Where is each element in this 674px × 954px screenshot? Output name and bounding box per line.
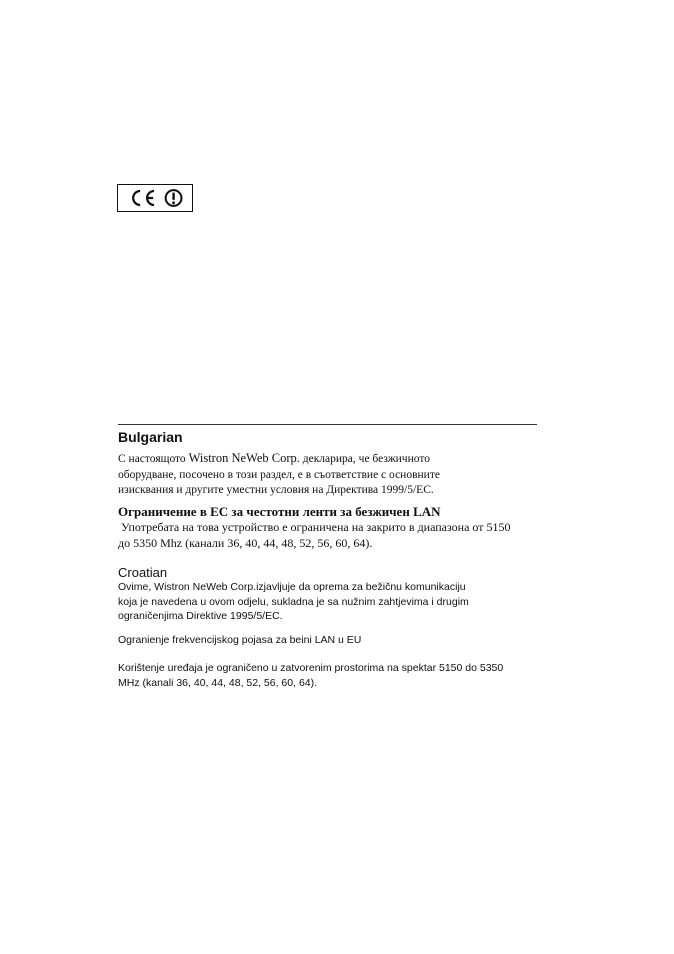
ce-mark-graphic — [118, 185, 192, 211]
croatian-restriction-heading — [118, 633, 558, 648]
croatian-declaration-line-1: Ovime, Wistron NeWeb Corp.izjavljuje da oprema za bežičnu komunikaciju — [118, 581, 466, 593]
croatian-declaration-line-2: koja je navedena u ovom odjelu, sukladna je sa nužnim zahtjevima i drugim — [118, 595, 469, 608]
bulgarian-declaration-line-1 — [118, 451, 558, 468]
croatian-restriction-line-1: Korištenje uređaja je ograničeno u zatvorenim prostorima na spektar 5150 do 5350 — [118, 662, 504, 674]
section-divider — [118, 424, 537, 425]
croatian-heading: Croatian — [118, 565, 168, 580]
bulgarian-declaration-line-3: изисквания и другите уместни условия на Директива 1999/5/ЕС. — [118, 484, 434, 496]
bulgarian-restriction-title: Ограничение в ЕС за честотни ленти за безжичен LAN — [118, 504, 441, 519]
bulgarian-section — [118, 429, 558, 446]
bulgarian-declaration-prefix: С настоящото — [118, 453, 189, 465]
bulgarian-declaration-line-2: оборудване, посочено в този раздел, е в съответствие с основните — [118, 468, 440, 481]
croatian-section — [118, 565, 558, 581]
bulgarian-declaration-suffix: декларира, че безжичното — [299, 453, 430, 465]
croatian-restriction — [118, 661, 558, 690]
croatian-declaration-line-3: ograničenjima Direktive 1995/5/EC. — [118, 610, 283, 622]
bulgarian-restriction — [118, 504, 558, 551]
croatian-declaration — [118, 580, 558, 624]
bulgarian-declaration — [118, 451, 558, 499]
croatian-restriction-title: Ogranienje frekvencijskog pojasa za beini LAN u EU — [118, 634, 362, 646]
bulgarian-restriction-line-1: Употребата на това устройство е ограничена на закрито в диапазона от 5150 — [118, 520, 511, 534]
bulgarian-heading: Bulgarian — [118, 429, 183, 445]
bulgarian-restriction-line-2: до 5350 Mhz (канали 36, 40, 44, 48, 52, 56, 60, 64). — [118, 535, 373, 550]
brand-name: Wistron NeWeb Corp. — [188, 451, 300, 465]
ce-alert-mark-icon — [117, 184, 193, 212]
croatian-restriction-line-2: MHz (kanali 36, 40, 44, 48, 52, 56, 60, 64). — [118, 676, 318, 689]
